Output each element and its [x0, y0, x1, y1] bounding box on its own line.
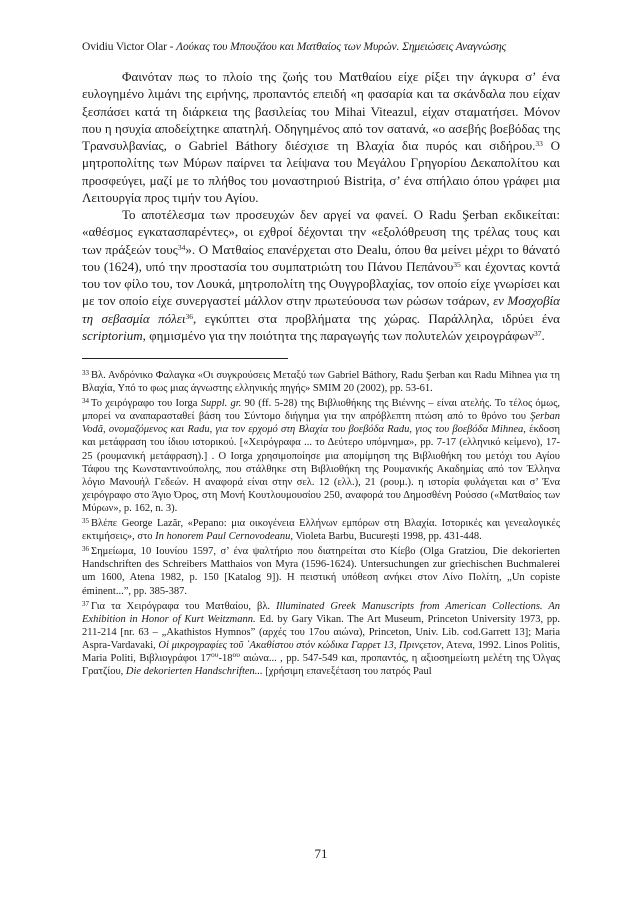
text-run: Φαινόταν πως το πλοίο της ζωής του Ματθαίου είχε ρίξει την άγκυρα σ’ ένα ευλογημένο λιμάνι της ειρήνης, προπαντός επειδή «η φασαρία και τα σκάνδαλα που είχαν ξεσπάσει κατά τη διάρκεια της βασιλείας του Mihai Viteazul, είχαν σταματήσει. Μόνον που η ησυχία αποδείχτηκε απατηλή. Οδηγημένος από τον σατανά, «ο ασεβής βοεβόδας της Τρανσυλβανίας, ο Gabriel Báthory διέσχισε τη Βλαχία δια πυρός και σιδήρου. — [82, 69, 560, 153]
document-page — [82, 40, 561, 861]
footnote-37 — [82, 600, 560, 679]
italic-text: εν Μοσχοβία τη σεβασμία πόλει — [82, 293, 560, 326]
text-run: αιώνα... , pp. 547-549 και, προπαντός, η αξιοσημείωτη μελέτη της Όλγας Γρατζίου, — [82, 652, 560, 678]
text-run: 90 (ff. 5-28) της Βιβλιοθήκης της Βιέννης – είναι ατελής. Το τέλος όμως, μπορεί να αναπαρασταθεί βάση του Σύντομο διήγημα για την απρόβλεπτη πτώση από το θρόνο του — [82, 398, 561, 423]
footnote-separator — [82, 358, 288, 359]
header-title: Λούκας του Μπουζάου και Ματθαίος των Μυρών. Σημειώσεις Αναγνώσης — [176, 41, 507, 53]
footnote-35 — [82, 517, 560, 543]
text-run: , Violeta Barbu, București 1998, pp. 431-448. — [290, 531, 482, 543]
footnote-number: 33 — [82, 369, 89, 377]
text-run: [χρήσιμη επανεξέταση του πατρός Paul — [262, 666, 432, 678]
italic-text: In honorem Paul Cernovodeanu — [155, 531, 291, 543]
text-run: Το αποτέλεσμα των προσευχών δεν αργεί να φανεί. Ο Radu Şerban εκδικείται: «αθέσμος εγκατασπαρέντες», οι εχθροί δέχονται την «εξολόθρευση της τρέλας τους και των πράξεών τους — [82, 207, 560, 257]
text-run: Ed. by Gary Vikan. The Art Museum, Princeton University 1973, pp. 211-214 [nr. 63 – „Akathistos Hymnos” (αρχές του 17ου αιώνα), Princeton, Univ. Lib. cod.Garrett 13]; Maria Aspra-Vardavaki, — [82, 613, 560, 651]
text-run: Βλέπε George Lazăr, «Pepano: μια οικογένεια Ελλήνων εμπόρων στη Βλαχία. Ιστορικές και γενεαλογικές εκτιμήσεις», στο — [82, 518, 560, 543]
body-paragraph — [82, 68, 560, 206]
text-run: Το χειρόγραφο του Iorga — [91, 398, 201, 410]
italic-text: Οἱ μικρογραφίες τοῦ ᾽Ακαθίστου στόν κώδικα Γαρρετ 13, Πρινςετον, — [158, 639, 444, 651]
footnote-reference: 34 — [177, 242, 186, 252]
page-number: 71 — [314, 846, 328, 861]
footnote-reference: 37 — [534, 328, 542, 338]
text-run: Ατενα, 1992. Linos Politis, Maria Politi, Βιβλιογράφοι 17 — [82, 639, 560, 664]
body-paragraph — [82, 206, 560, 344]
main-text — [82, 68, 560, 344]
text-run: Για τα Χειρόγραφα του Ματθαίου, βλ. — [91, 600, 277, 612]
text-run: , εγκύπτει στα προβλήματα της χώρας. Παράλληλα, ιδρύει ένα — [192, 310, 560, 326]
text-run: , φημισμένο για την ποιότητα της παραγωγής των πολυτελών χειρογράφων — [142, 327, 535, 343]
footnote-number: 35 — [82, 517, 89, 526]
italic-text: Illuminated Greek Manuscripts from American Collections. An Exhibition in Honor of Kurt Weitzmann. — [82, 600, 560, 625]
running-header — [82, 40, 560, 54]
footnote-number: 34 — [82, 397, 89, 406]
header-author: Ovidiu Victor Olar - — [82, 41, 177, 53]
text-run: -18 — [218, 652, 233, 664]
text-run: και έχοντας κοντά του τον φίλο του, τον Λουκά, μητροπολίτη της Ουγγροβλαχίας, τον οποίο είχε γνωρίσει και με τον οποίο είχε συνεργαστεί μάλλον στην πρωτεύουσα των ρώσων τσάρων, — [82, 258, 561, 309]
italic-text: Şerban Vodă, ονομαζόμενος και Radu, για τον ερχομό στη Βλαχία του βοεβόδα Radu, γιος του βοεβόδα Mihnea, — [82, 411, 560, 436]
italic-text: scriptorium — [82, 327, 143, 343]
footnote-33 — [82, 369, 560, 395]
text-run: ». Ο Ματθαίος επανέρχεται στο Dealu, όπου θα μείνει μέχρι το θάνατό του (1624), υπό την προστασία του συμπατριώτη του Πάνου Πεπάνου — [82, 241, 560, 274]
footnote-36 — [82, 545, 560, 597]
footnote-reference: ου — [232, 649, 240, 659]
footnotes — [82, 369, 560, 678]
text-run: . — [541, 327, 545, 343]
text-run: Σημείωμα, 10 Ιουνίου 1597, σ’ ένα ψαλτήριο που διατηρείται στο Κίεβο (Olga Gratziou, Die dekorierten Handschriften des Schreibers Matthaios von Myra (1596-1624). Untersuchungen zur griechischen Buchmalerei um 1600, Atena 1982, p. 150 [Katalog 9]). Η πειστική υπόθεση ανήκει στον Λίνο Πολίτη, „Un copiste éminent...”, pp. 385-387. — [82, 546, 560, 597]
text-run: έκδοση και μετάφραση του ίδιου ιστορικού. [«Χειρόγραφα ... το Δεύτερο υπόμνημα», pp. 7-17 (ελληνικό κείμενο), 17-25 (ρουμανική μετάφραση).] . O Iorga χρησιμοποίησε μια απομίμηση της Βιβλιοθήκη του μετόχι του Αγίου Τάφου της Κωνσταντινούπολης, που στάλθηκε στη Βιβλιοθήκη της Ρουμανικής Ακαδημίας από τον Έλληνα λόγιο Μανουήλ Γεδεών. Η αναφορά είναι στην σελ. 12 (ελλ.), 21 (ρουμ.). η ιστορία φυλάγεται και σ’ Ένα χειρόγραφο στο Άγιο Όρος, στη Μονή Κουτλουμουσίου 250, αναφορά του Δημοσθένη Ρούσσο («Ματθαίος των Μύρων», p. 162, n. 3). — [82, 424, 560, 514]
footnote-34 — [82, 397, 560, 515]
footnote-reference: 35 — [453, 259, 461, 269]
text-run: Βλ. Ανδρόνικο Φαλαγκα «Οι συγκρούσεις Μεταξύ των Gabriel Báthory, Radu Şerban και Radu Mihnea για τη Βλαχία, Υπό το φως μιας άγνωστης ελληνικής πηγής» SMIM 20 (2002), pp. 53-61. — [82, 370, 560, 395]
footnote-number: 36 — [82, 545, 89, 554]
footnote-reference: ου — [210, 649, 219, 659]
italic-text: Suppl. gr. — [200, 398, 242, 410]
footnote-number: 37 — [82, 599, 89, 608]
footnote-reference: 33 — [535, 139, 543, 148]
italic-text: Die dekorierten Handschriften... — [125, 666, 263, 678]
footnote-reference: 36 — [185, 311, 193, 321]
text-run: Ο μητροπολίτης των Μύρων παίρνει τα λείψανα του Μεγάλου Γρηγορίου Δεκαπολίτου και προσφεύγει, μαζί με το πλήθος του μοναστηριού Bistrița, σ’ ένα σπήλαιο όπου γράφει μια Λειτουργία προς τιμήν του Αγίου. — [82, 138, 560, 205]
